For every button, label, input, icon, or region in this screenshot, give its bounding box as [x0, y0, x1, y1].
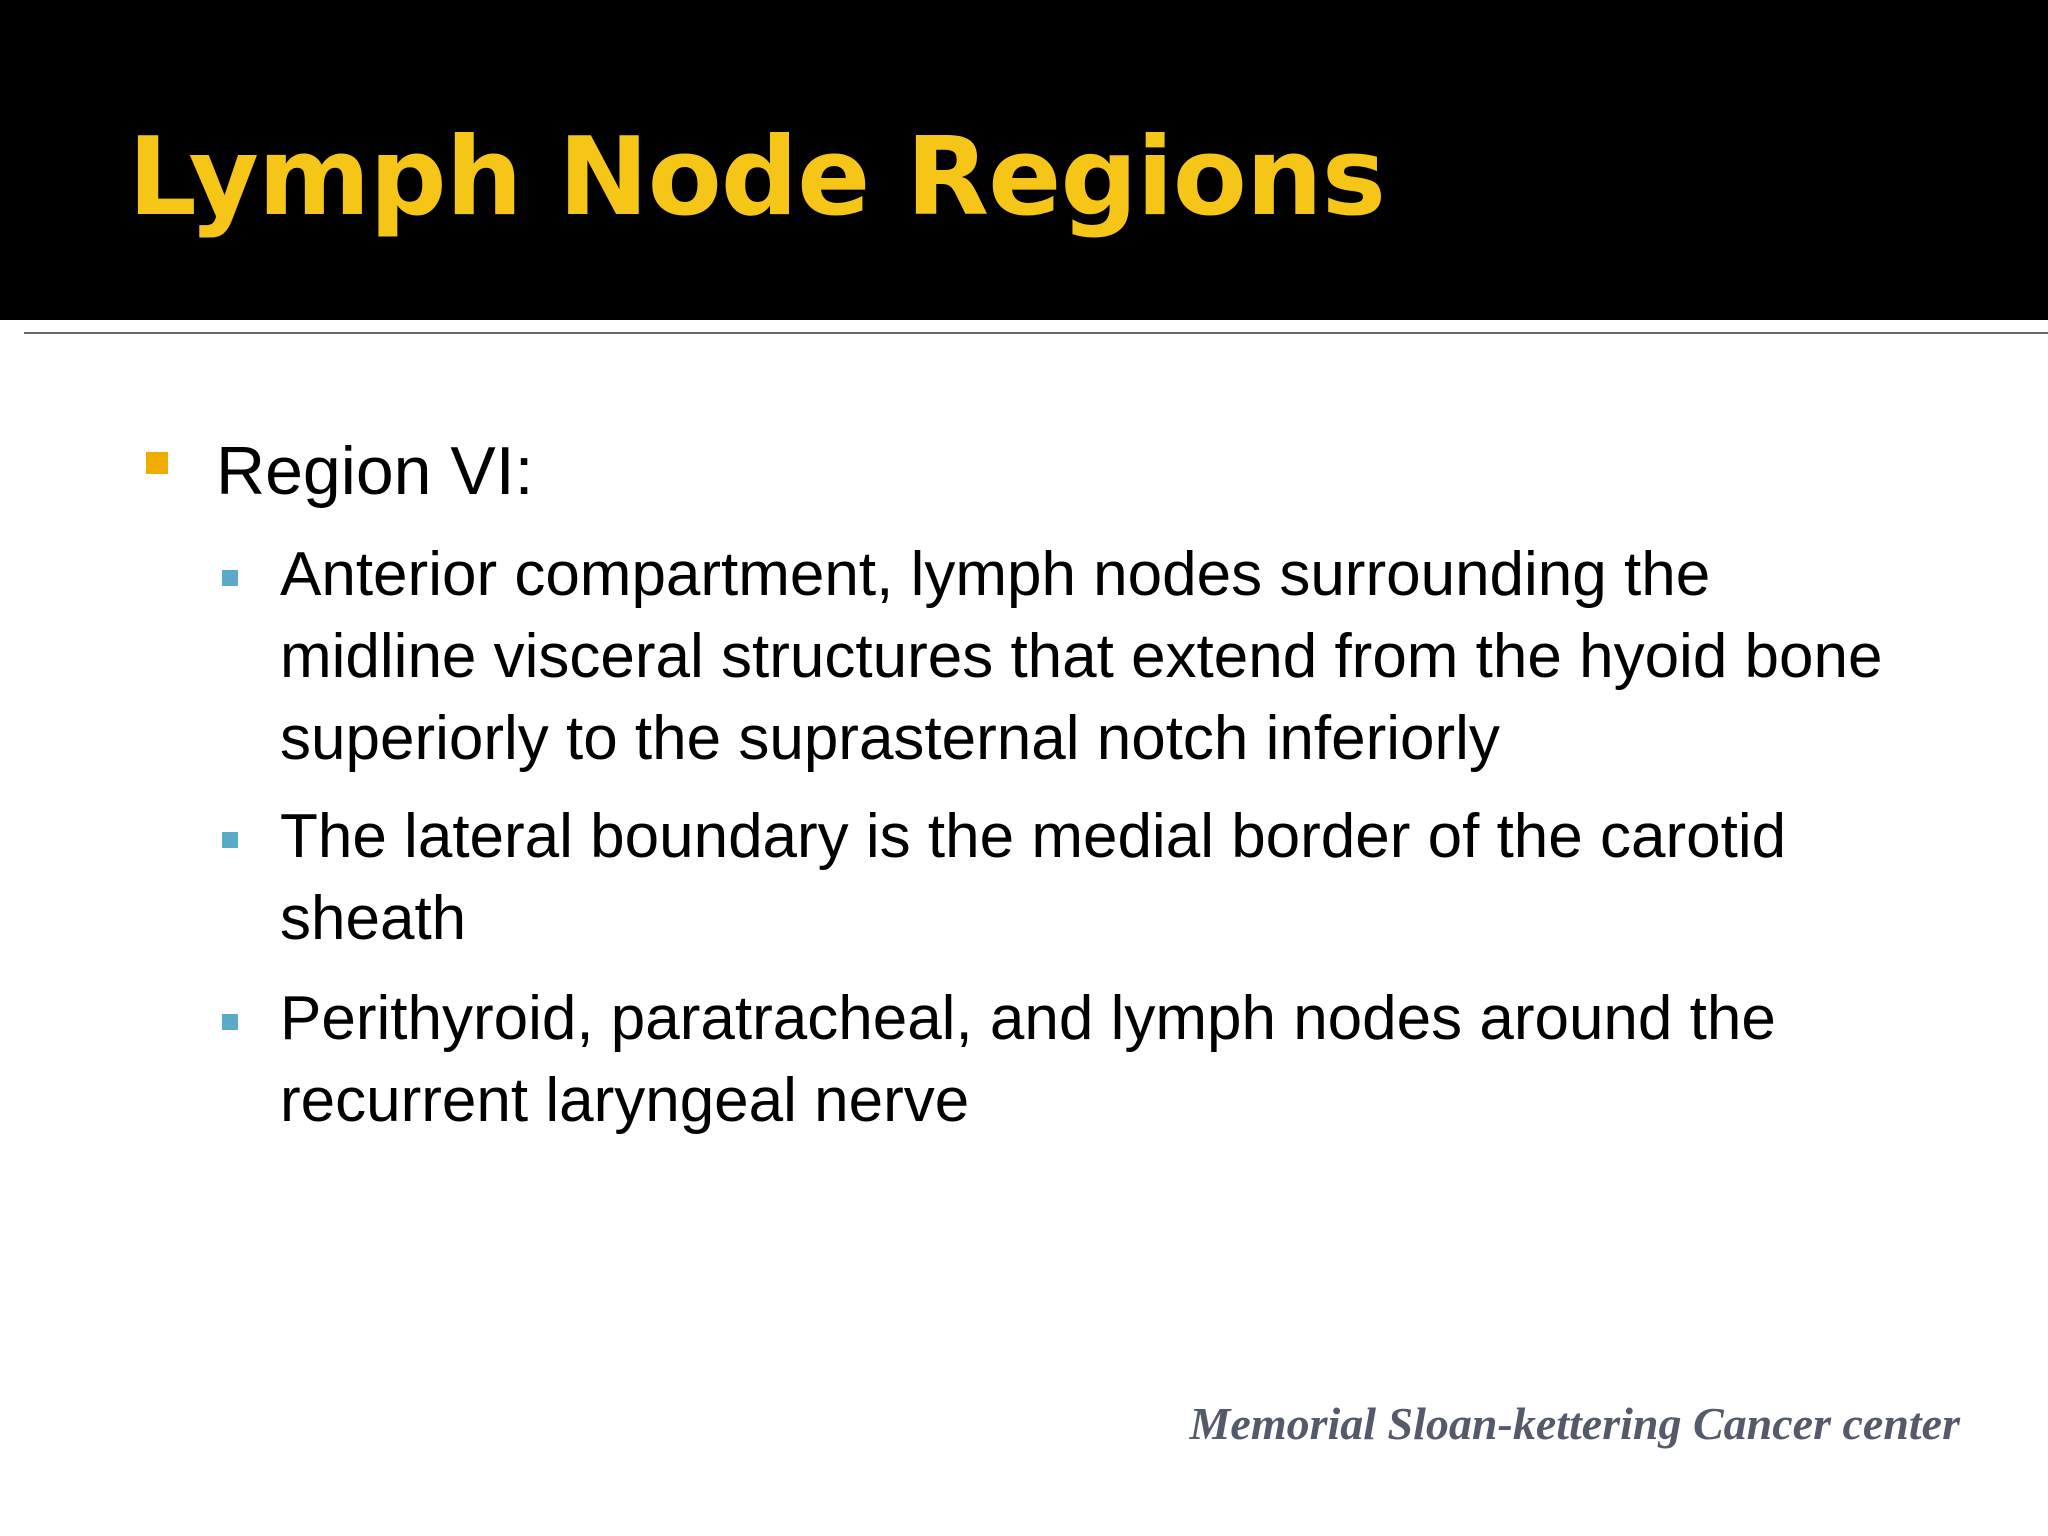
sub-bullet-text: The lateral boundary is the medial border of the carotid sheath: [280, 802, 1787, 953]
square-bullet-icon: [222, 1014, 238, 1030]
title-divider: [24, 332, 2048, 334]
slide-title: Lymph Node Regions: [128, 115, 1386, 240]
title-bar: [0, 0, 2048, 320]
square-bullet-icon: [222, 832, 238, 848]
footer-credit: Memorial Sloan-kettering Cancer center: [1189, 1398, 1960, 1449]
region-heading: Region VI:: [216, 433, 534, 509]
sub-bullet-text: Anterior compartment, lymph nodes surrounding the midline visceral structures that extend from the hyoid bone superiorly to the suprasternal notch inferiorly: [280, 540, 1883, 773]
sub-bullet-text: Perithyroid, paratracheal, and lymph nodes around the recurrent laryngeal nerve: [280, 984, 1776, 1135]
square-bullet-icon: [146, 452, 168, 474]
square-bullet-icon: [222, 570, 238, 586]
